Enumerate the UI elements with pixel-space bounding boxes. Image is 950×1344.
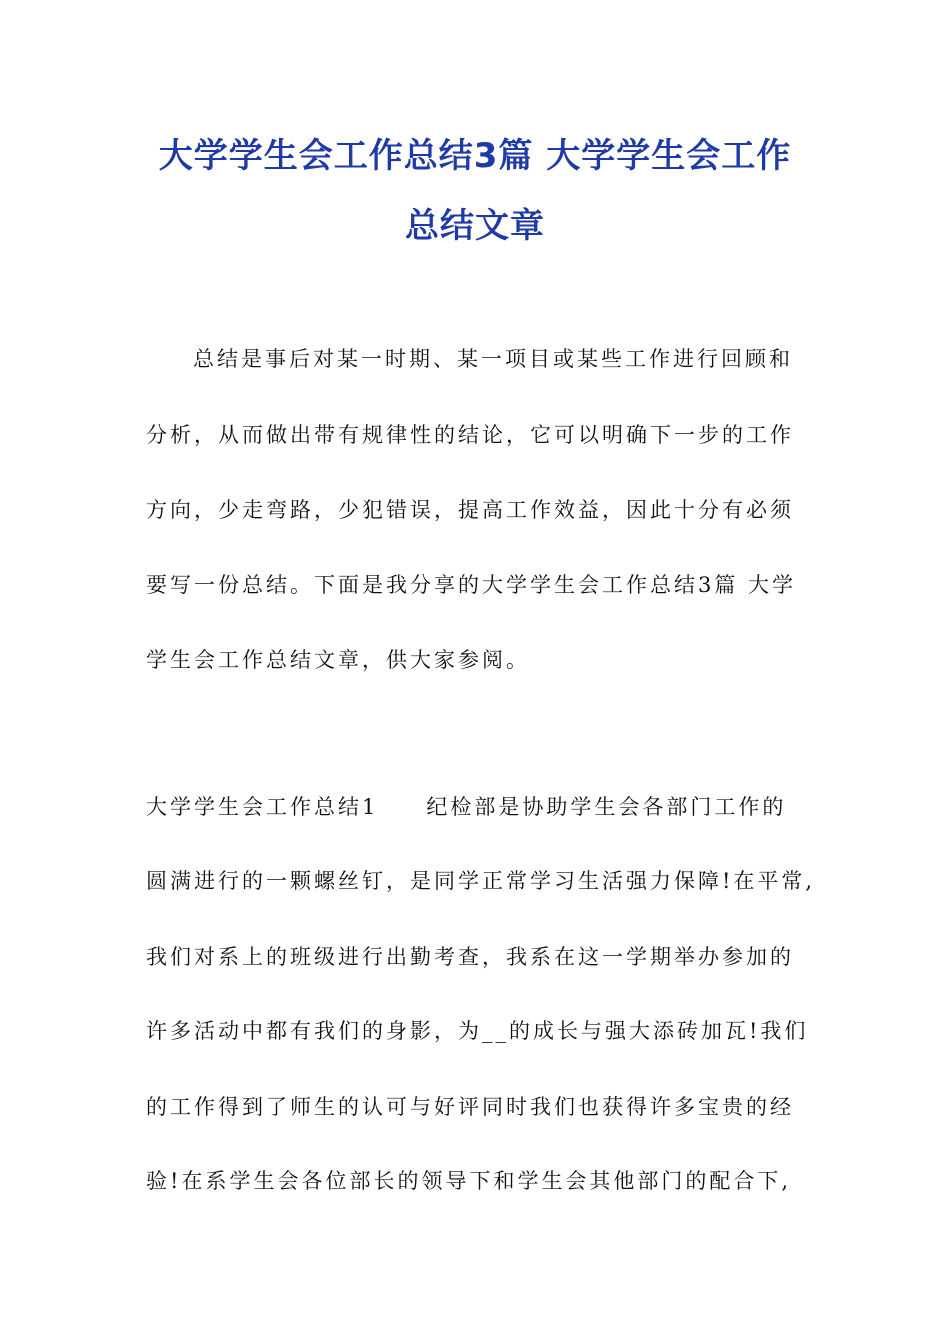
document-title-line-2: 总结文章 bbox=[405, 206, 545, 246]
intro-line: 要写一份总结。下面是我分享的大学学生会工作总结3篇 大学 bbox=[146, 573, 797, 597]
section-1-line: 验!在系学生会各位部长的领导下和学生会其他部门的配合下, bbox=[146, 1169, 792, 1193]
intro-line: 方向，少走弯路，少犯错误，提高工作效益，因此十分有必须 bbox=[146, 498, 794, 522]
section-1-line: 圆满进行的一颗螺丝钉，是同学正常学习生活强力保障!在平常, bbox=[146, 869, 816, 893]
section-1-line: 大学学生会工作总结1 纪检部是协助学生会各部门工作的 bbox=[146, 795, 787, 819]
section-1-line: 许多活动中都有我们的身影，为__的成长与强大添砖加瓦!我们 bbox=[146, 1019, 809, 1043]
section-1-line: 的工作得到了师生的认可与好评同时我们也获得许多宝贵的经 bbox=[146, 1095, 794, 1119]
intro-line: 总结是事后对某一时期、某一项目或某些工作进行回顾和 bbox=[193, 347, 793, 371]
section-1-line: 我们对系上的班级进行出勤考查，我系在这一学期举办参加的 bbox=[146, 945, 794, 969]
document-title-line-1: 大学学生会工作总结3篇 大学学生会工作 bbox=[158, 136, 792, 176]
intro-line: 学生会工作总结文章，供大家参阅。 bbox=[146, 648, 530, 672]
intro-line: 分析，从而做出带有规律性的结论，它可以明确下一步的工作 bbox=[146, 423, 794, 447]
